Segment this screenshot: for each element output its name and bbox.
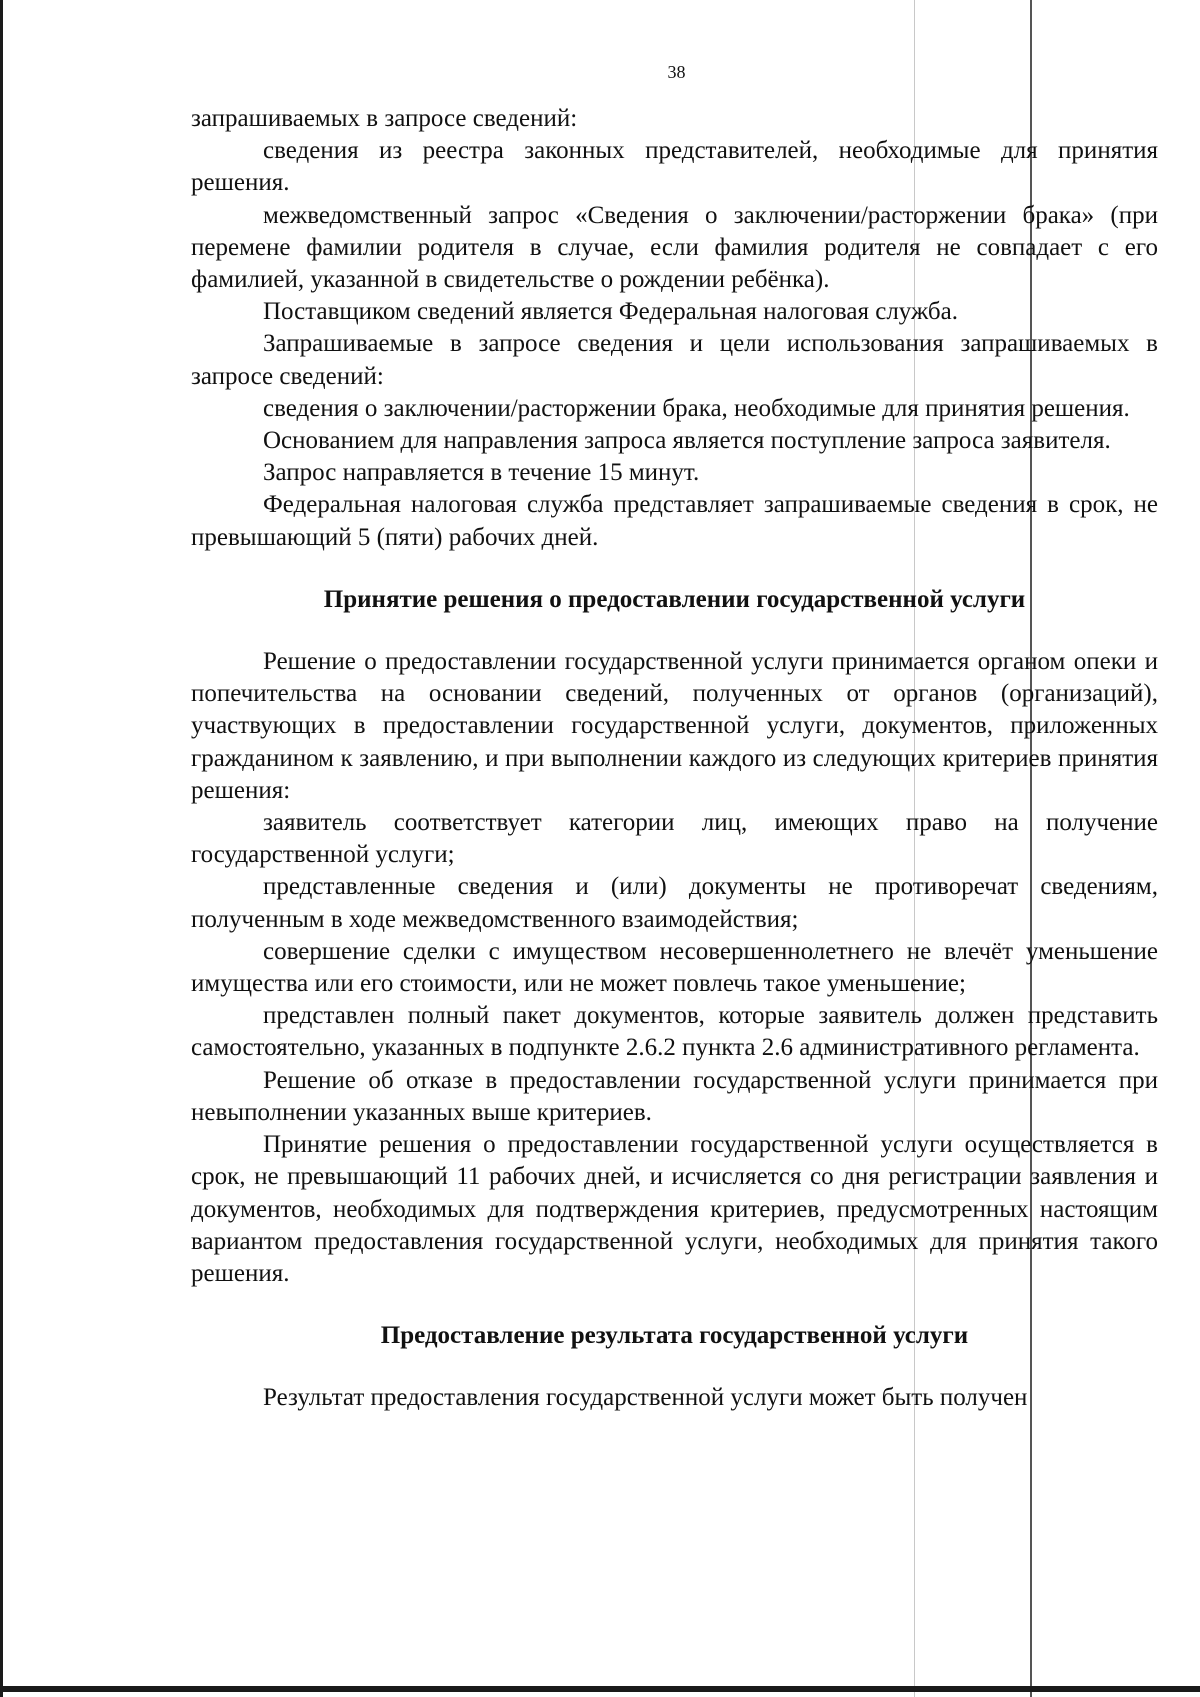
- paragraph: Запрашиваемые в запросе сведения и цели использования запрашиваемых в запросе сведений:: [191, 330, 1158, 390]
- paragraph: представлен полный пакет документов, которые заявитель должен представить самостоятельно, указанных в подпункте 2.6.2 пункта 2.6 административного регламента.: [191, 1002, 1158, 1062]
- paragraph: Поставщиком сведений является Федеральная налоговая служба.: [263, 298, 958, 326]
- paragraph: Результат предоставления государственной услуги может быть получен: [263, 1384, 1028, 1412]
- scan-bottom-edge: [0, 1686, 1200, 1692]
- paragraph: Федеральная налоговая служба представляет запрашиваемые сведения в срок, не превышающий 5 (пяти) рабочих дней.: [191, 491, 1158, 551]
- paragraph: представленные сведения и (или) документы не противоречат сведениям, полученным в ходе межведомственного взаимодействия;: [191, 873, 1158, 933]
- page-number: 38: [667, 62, 686, 82]
- paragraph: Основанием для направления запроса является поступление запроса заявителя.: [263, 427, 1111, 455]
- paragraph: сведения из реестра законных представителей, необходимые для принятия решения.: [191, 137, 1158, 197]
- paragraph: запрашиваемых в запросе сведений:: [191, 105, 578, 132]
- paragraph: Принятие решения о предоставлении государственной услуги осуществляется в срок, не превышающий 11 рабочих дней, и исчисляется со дня регистрации заявления и документов, необходимых для подтверждения критериев, предусмотренных настоящим вариантом предоставления государственной услуги, необходимых для принятия такого решения.: [191, 1131, 1158, 1287]
- paragraph: Запрос направляется в течение 15 минут.: [263, 459, 700, 487]
- paragraph: заявитель соответствует категории лиц, имеющих право на получение государственной услуги;: [191, 809, 1158, 869]
- section-heading: Предоставление результата государственной услуги: [380, 1322, 969, 1350]
- paragraph: совершение сделки с имуществом несовершеннолетнего не влечёт уменьшение имущества или его стоимости, или не может повлечь такое уменьшение;: [191, 937, 1158, 998]
- section-heading: Принятие решения о предоставлении государственной услуги: [323, 585, 1026, 613]
- scan-left-edge: [0, 0, 3, 1697]
- paragraph: сведения о заключении/расторжении брака, необходимые для принятия решения.: [263, 394, 1130, 422]
- document-body: [191, 103, 1158, 1415]
- paragraph: Решение об отказе в предоставлении государственной услуги принимается при невыполнении указанных выше критериев.: [191, 1066, 1158, 1126]
- paragraph: межведомственный запрос «Сведения о заключении/расторжении брака» (при перемене фамилии родителя в случае, если фамилия родителя не совпадает с его фамилией, указанной в свидетельстве о рождении ребёнка).: [191, 201, 1158, 294]
- paragraph: Решение о предоставлении государственной услуги принимается органом опеки и попечительства на основании сведений, полученных от органов (организаций), участвующих в предоставлении государственной услуги, документов, приложенных гражданином к заявлению, и при выполнении каждого из следующих критериев принятия решения:: [191, 648, 1158, 804]
